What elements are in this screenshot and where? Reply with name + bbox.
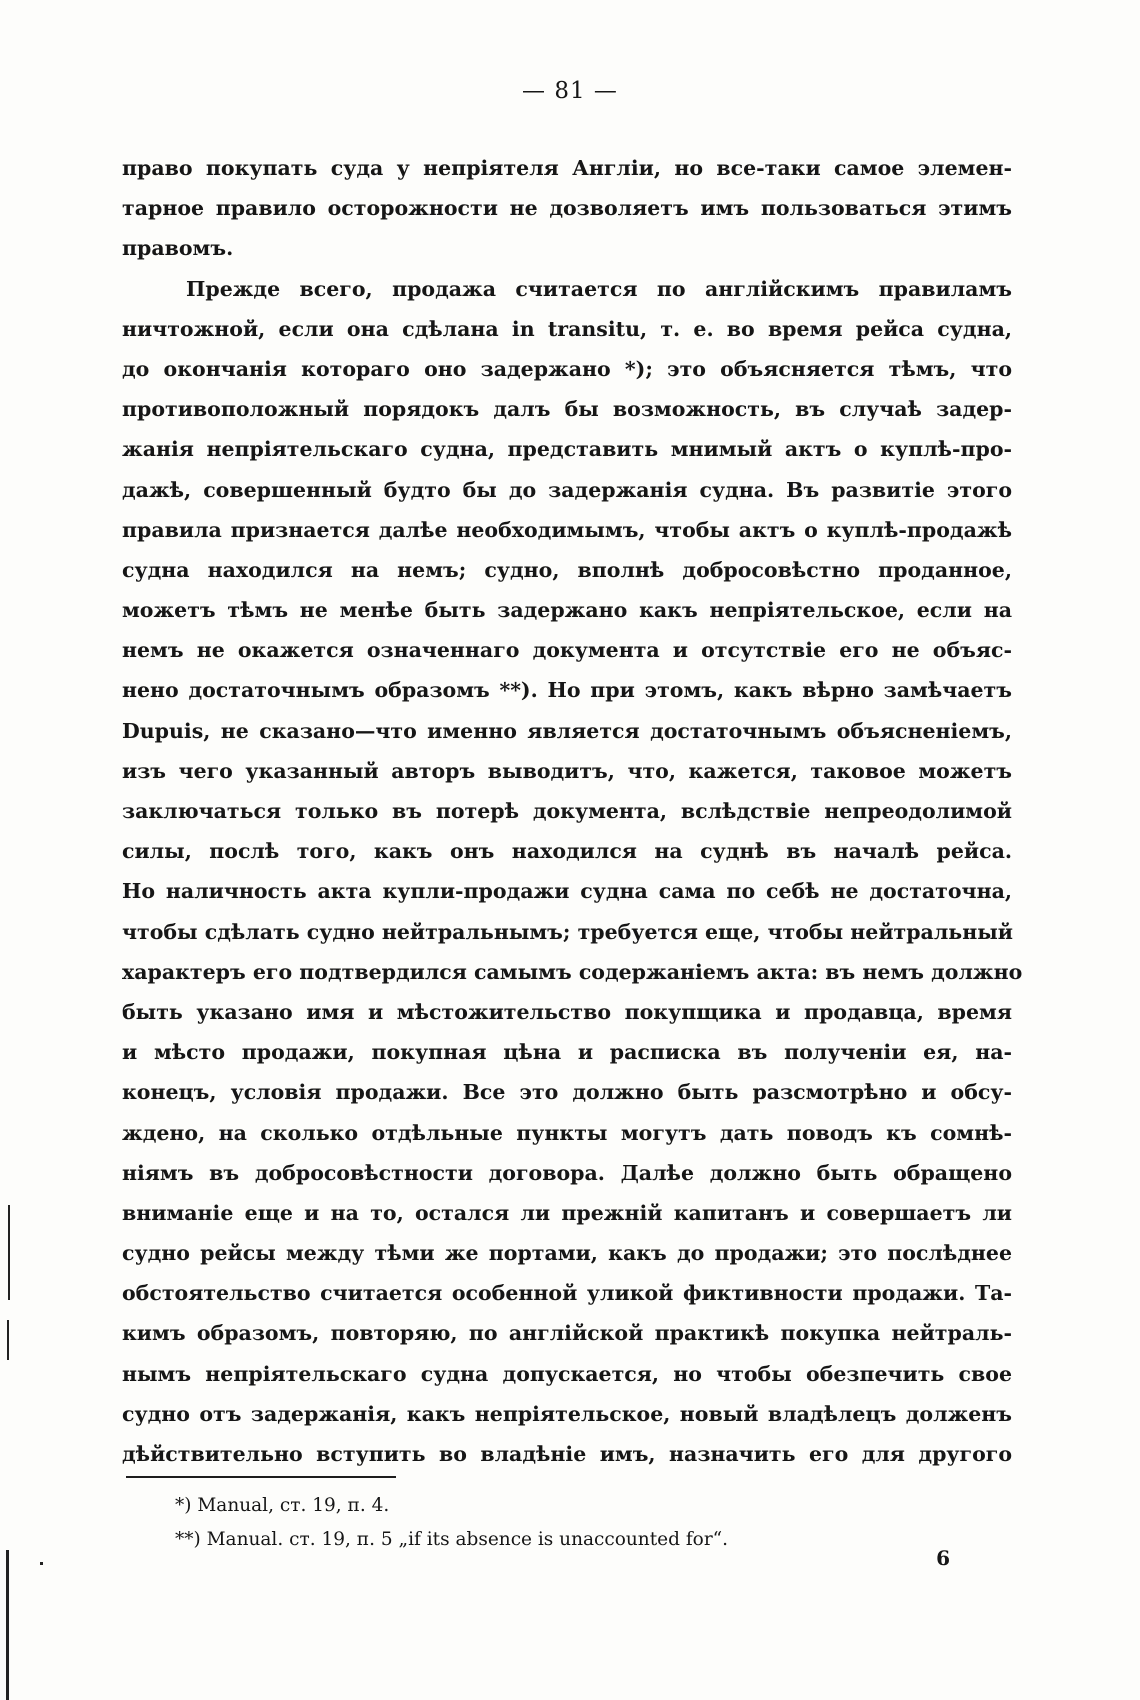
text-line: судна находился на немъ; судно, вполнѣ добросовѣстно проданное,: [122, 557, 1012, 582]
text-line: право покупать суда у непріятеля Англіи, но все-таки самое элемен-: [122, 156, 1012, 180]
body-text: [122, 148, 1023, 1474]
text-line: дажѣ, совершенный будто бы до задержанія судна. Въ развитіе этого: [122, 477, 1012, 502]
footnotes: [175, 1489, 975, 1557]
footnote-rule: [126, 1476, 396, 1478]
text-line: ждено, на сколько отдѣльные пункты могутъ дать поводъ къ сомнѣ-: [122, 1120, 1012, 1145]
text-line: жанія непріятельскаго судна, представить мнимый актъ о куплѣ-про-: [122, 437, 1012, 462]
text-line: конецъ, условія продажи. Все это должно быть разсмотрѣно и обсу-: [122, 1080, 1012, 1105]
scan-edge-mark: [40, 1562, 43, 1565]
scan-edge-mark: [8, 1205, 10, 1300]
text-line: ничтожной, если она сдѣлана in transitu, т. е. во время рейса судна,: [122, 316, 1012, 341]
text-line: судно рейсы между тѣми же портами, какъ до продажи; это послѣднее: [122, 1241, 1012, 1266]
text-line: Прежде всего, продажа считается по англійскимъ правиламъ: [186, 276, 1012, 301]
text-line: нено достаточнымъ образомъ **). Но при этомъ, какъ вѣрно замѣчаетъ: [122, 678, 1012, 703]
text-line: чтобы сдѣлать судно нейтральнымъ; требуется еще, чтобы нейтральный: [122, 919, 1013, 944]
text-line: изъ чего указанный авторъ выводитъ, что, кажется, таковое можетъ: [122, 758, 1012, 783]
text-line: можетъ тѣмъ не менѣе быть задержано какъ непріятельское, если на: [122, 598, 1012, 623]
text-line: судно отъ задержанія, какъ непріятельское, новый владѣлецъ долженъ: [122, 1401, 1012, 1426]
text-line: и мѣсто продажи, покупная цѣна и расписка въ полученіи ея, на-: [122, 1040, 1012, 1065]
text-line: обстоятельство считается особенной уликой фиктивности продажи. Та-: [122, 1281, 1012, 1306]
text-line: ніямъ въ добросовѣстности договора. Далѣе должно быть обращено: [122, 1160, 1012, 1185]
printer-signature-mark: 6: [936, 1546, 950, 1570]
text-line: правомъ.: [122, 236, 234, 261]
text-line: до окончанія котораго оно задержано *); это объясняется тѣмъ, что: [122, 356, 1012, 381]
text-line: немъ не окажется означеннаго документа и отсутствіе его не объяс-: [122, 638, 1012, 663]
page-number: — 81 —: [522, 78, 618, 104]
text-line: нымъ непріятельскаго судна допускается, но чтобы обезпечить свое: [122, 1361, 1012, 1386]
text-line: заключаться только въ потерѣ документа, вслѣдствіе непреодолимой: [122, 799, 1012, 823]
text-line: силы, послѣ того, какъ онъ находился на суднѣ въ началѣ рейса.: [122, 839, 1012, 864]
text-line: Dupuis, не сказано—что именно является достаточнымъ объясненіемъ,: [122, 718, 1012, 743]
footnote: **) Manual. ст. 19, п. 5 „if its absence is unaccounted for“.: [175, 1529, 728, 1550]
text-line: Но наличность акта купли-продажи судна сама по себѣ не достаточна,: [122, 879, 1012, 904]
text-line: тарное правило осторожности не дозволяетъ имъ пользоваться этимъ: [122, 196, 1012, 221]
text-line: дѣйствительно вступить во владѣніе имъ, назначить его для другого: [122, 1442, 1012, 1466]
text-line: кимъ образомъ, повторяю, по англійской практикѣ покупка нейтраль-: [122, 1321, 1012, 1346]
scan-edge-mark: [7, 1320, 9, 1360]
text-line: вниманіе еще и на то, остался ли прежній капитанъ и совершаетъ ли: [122, 1200, 1012, 1225]
scan-edge-mark: [6, 1550, 9, 1700]
footnote: *) Manual, ст. 19, п. 4.: [175, 1495, 390, 1516]
text-line: правила признается далѣе необходимымъ, чтобы актъ о куплѣ-продажѣ: [122, 517, 1012, 542]
text-line: характеръ его подтвердился самымъ содержаніемъ акта: въ немъ должно: [122, 959, 1023, 984]
text-line: быть указано имя и мѣстожительство покупщика и продавца, время: [122, 999, 1012, 1024]
text-line: противоположный порядокъ далъ бы возможность, въ случаѣ задер-: [122, 397, 1012, 422]
